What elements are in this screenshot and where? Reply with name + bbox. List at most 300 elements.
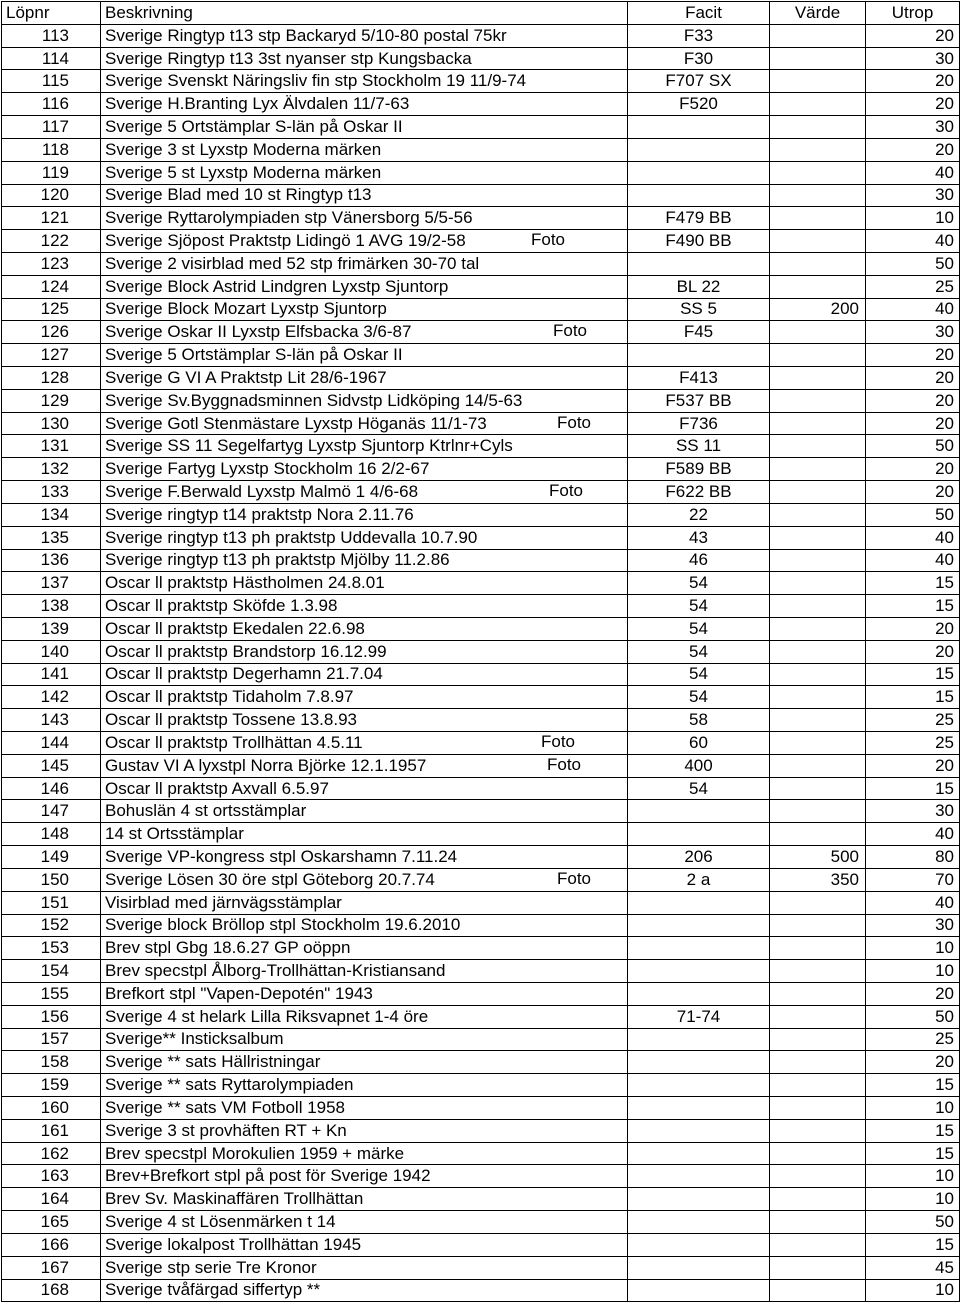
lot-varde: [770, 960, 866, 983]
lot-utrop: 15: [866, 686, 960, 709]
lot-number: 152: [2, 914, 101, 937]
lot-number: 166: [2, 1233, 101, 1256]
lot-description: [101, 937, 628, 960]
lot-description: [101, 777, 628, 800]
lot-utrop: 40: [866, 823, 960, 846]
table-row: [2, 754, 960, 777]
lot-facit: [628, 184, 770, 207]
lot-description-text: Brev specstpl Morokulien 1959 + märke: [105, 1143, 405, 1163]
lot-utrop: 20: [866, 640, 960, 663]
lot-utrop: 25: [866, 709, 960, 732]
lot-number: 118: [2, 138, 101, 161]
lot-varde: 200: [770, 298, 866, 321]
lot-description: [101, 868, 628, 891]
table-row: [2, 1005, 960, 1028]
lot-facit: [628, 1119, 770, 1142]
lot-utrop: 40: [866, 891, 960, 914]
lot-description: [101, 458, 628, 481]
table-row: [2, 663, 960, 686]
lot-description-text: Sverige 5 st Lyxstp Moderna märken: [105, 162, 382, 182]
lot-description-text: Sverige G VI A Praktstp Lit 28/6-1967: [105, 367, 387, 387]
lot-varde: [770, 640, 866, 663]
table-row: [2, 572, 960, 595]
lot-description-text: 14 st Ortsstämplar: [105, 824, 244, 844]
lot-foto-note: Foto: [547, 754, 582, 774]
table-row: [2, 800, 960, 823]
lot-description: [101, 891, 628, 914]
lot-utrop: 30: [866, 47, 960, 70]
lot-varde: [770, 389, 866, 412]
table-row: [2, 914, 960, 937]
table-row: [2, 1256, 960, 1279]
lot-varde: [770, 24, 866, 47]
lot-number: 138: [2, 595, 101, 618]
table-row: [2, 116, 960, 139]
lot-description-text: Sverige 4 st helark Lilla Riksvapnet 1-4 öre: [105, 1006, 429, 1026]
lot-facit: [628, 252, 770, 275]
lot-facit: [628, 161, 770, 184]
lot-description-text: Sverige lokalpost Trollhättan 1945: [105, 1234, 362, 1254]
lot-facit: [628, 823, 770, 846]
lot-varde: [770, 1165, 866, 1188]
lot-description: [101, 1097, 628, 1120]
table-row: [2, 617, 960, 640]
lot-varde: [770, 458, 866, 481]
lot-description-text: Gustav VI A lyxstpl Norra Björke 12.1.1957: [105, 755, 427, 775]
lot-varde: [770, 207, 866, 230]
lot-number: 145: [2, 754, 101, 777]
lot-facit: 58: [628, 709, 770, 732]
lot-description: [101, 93, 628, 116]
lot-foto-note: Foto: [553, 321, 588, 341]
lot-facit: 43: [628, 526, 770, 549]
lot-number: 142: [2, 686, 101, 709]
table-row: [2, 891, 960, 914]
lot-description-text: Sverige 5 Ortstämplar S-län på Oskar II: [105, 116, 403, 136]
lot-varde: 350: [770, 868, 866, 891]
lot-varde: [770, 503, 866, 526]
lot-facit: F537 BB: [628, 389, 770, 412]
lot-description: [101, 184, 628, 207]
lot-description-text: Brev Sv. Maskinaffären Trollhättan: [105, 1189, 364, 1209]
lot-varde: [770, 823, 866, 846]
lot-description: [101, 344, 628, 367]
lot-description-text: Sverige 5 Ortstämplar S-län på Oskar II: [105, 345, 403, 365]
lot-number: 146: [2, 777, 101, 800]
table-row: [2, 503, 960, 526]
lot-utrop: 50: [866, 503, 960, 526]
lot-varde: [770, 321, 866, 344]
lot-description-text: Oscar ll praktstp Sköfde 1.3.98: [105, 596, 338, 616]
lot-foto-note: Foto: [557, 868, 592, 888]
lot-utrop: 20: [866, 982, 960, 1005]
lot-description: [101, 1051, 628, 1074]
table-row: [2, 412, 960, 435]
lot-description-text: Sverige Blad med 10 st Ringtyp t13: [105, 185, 372, 205]
lot-utrop: 80: [866, 846, 960, 869]
lot-description-text: Sverige ringtyp t14 praktstp Nora 2.11.76: [105, 504, 414, 524]
table-row: [2, 458, 960, 481]
lot-number: 114: [2, 47, 101, 70]
lot-description: [101, 1165, 628, 1188]
lot-facit: [628, 116, 770, 139]
lot-varde: [770, 1074, 866, 1097]
lot-description: [101, 412, 628, 435]
lot-facit: F520: [628, 93, 770, 116]
lot-facit: F479 BB: [628, 207, 770, 230]
lot-description: [101, 823, 628, 846]
lot-description-text: Sverige Sjöpost Praktstp Lidingö 1 AVG 19/2-58: [105, 231, 466, 251]
lot-facit: [628, 1233, 770, 1256]
lot-varde: [770, 1097, 866, 1120]
table-row: [2, 982, 960, 1005]
lot-description-text: Sverige ringtyp t13 ph praktstp Uddevalla 10.7.90: [105, 527, 478, 547]
lot-description: [101, 982, 628, 1005]
lot-description-text: Sverige Fartyg Lyxstp Stockholm 16 2/2-67: [105, 459, 430, 479]
lot-utrop: 15: [866, 572, 960, 595]
lot-number: 154: [2, 960, 101, 983]
lot-utrop: 30: [866, 800, 960, 823]
lot-utrop: 30: [866, 321, 960, 344]
lot-number: 144: [2, 732, 101, 755]
lot-utrop: 50: [866, 252, 960, 275]
lot-utrop: 20: [866, 412, 960, 435]
lot-facit: [628, 1142, 770, 1165]
table-row: [2, 1028, 960, 1051]
lot-description-text: Oscar ll praktstp Tidaholm 7.8.97: [105, 687, 354, 707]
auction-lot-table: [1, 1, 960, 1302]
table-row: [2, 595, 960, 618]
lot-number: 130: [2, 412, 101, 435]
lot-utrop: 10: [866, 1097, 960, 1120]
lot-description-text: Sverige ringtyp t13 ph praktstp Mjölby 11.2.86: [105, 550, 450, 570]
lot-number: 141: [2, 663, 101, 686]
lot-varde: [770, 754, 866, 777]
lot-varde: [770, 1256, 866, 1279]
lot-facit: 54: [628, 640, 770, 663]
lot-description-text: Sverige Lösen 30 öre stpl Göteborg 20.7.74: [105, 869, 435, 889]
lot-varde: [770, 709, 866, 732]
lot-utrop: 20: [866, 389, 960, 412]
lot-facit: 71-74: [628, 1005, 770, 1028]
lot-facit: [628, 1279, 770, 1302]
lot-description: [101, 47, 628, 70]
lot-facit: 54: [628, 617, 770, 640]
lot-varde: 500: [770, 846, 866, 869]
lot-utrop: 20: [866, 617, 960, 640]
lot-description-text: Sverige 2 visirblad med 52 stp frimärken 30-70 tal: [105, 253, 480, 273]
lot-number: 127: [2, 344, 101, 367]
lot-varde: [770, 617, 866, 640]
lot-utrop: 10: [866, 1188, 960, 1211]
lot-facit: [628, 1028, 770, 1051]
lot-utrop: 15: [866, 1142, 960, 1165]
lot-facit: 54: [628, 663, 770, 686]
lot-number: 153: [2, 937, 101, 960]
lot-description: [101, 503, 628, 526]
lot-facit: [628, 960, 770, 983]
lot-description: [101, 230, 628, 253]
lot-varde: [770, 47, 866, 70]
table-row: [2, 549, 960, 572]
lot-varde: [770, 1142, 866, 1165]
lot-description: [101, 252, 628, 275]
table-row: [2, 526, 960, 549]
lot-varde: [770, 1005, 866, 1028]
lot-description-text: Sverige ** sats Ryttarolympiaden: [105, 1075, 354, 1095]
lot-description-text: Sverige 3 st Lyxstp Moderna märken: [105, 139, 382, 159]
lot-description: [101, 526, 628, 549]
lot-utrop: 20: [866, 138, 960, 161]
lot-description: [101, 70, 628, 93]
lot-number: 139: [2, 617, 101, 640]
lot-description: [101, 367, 628, 390]
lot-description-text: Sverige Sv.Byggnadsminnen Sidvstp Lidköping 14/5-63: [105, 390, 523, 410]
lot-description: [101, 1005, 628, 1028]
table-row: [2, 252, 960, 275]
lot-number: 135: [2, 526, 101, 549]
lot-facit: [628, 1211, 770, 1234]
header-facit: Facit: [628, 2, 770, 25]
lot-description: [101, 1188, 628, 1211]
lot-utrop: 40: [866, 230, 960, 253]
lot-utrop: 10: [866, 937, 960, 960]
table-row: [2, 344, 960, 367]
lot-description: [101, 732, 628, 755]
lot-varde: [770, 800, 866, 823]
lot-varde: [770, 1211, 866, 1234]
lot-varde: [770, 252, 866, 275]
lot-varde: [770, 275, 866, 298]
lot-facit: 2 a: [628, 868, 770, 891]
table-row: [2, 138, 960, 161]
lot-description-text: Oscar ll praktstp Degerhamn 21.7.04: [105, 664, 383, 684]
lot-utrop: 30: [866, 184, 960, 207]
lot-description: [101, 161, 628, 184]
lot-number: 120: [2, 184, 101, 207]
lot-facit: [628, 982, 770, 1005]
lot-description: [101, 914, 628, 937]
table-row: [2, 686, 960, 709]
lot-facit: 206: [628, 846, 770, 869]
lot-facit: F413: [628, 367, 770, 390]
lot-facit: 400: [628, 754, 770, 777]
lot-facit: F33: [628, 24, 770, 47]
lot-description-text: Sverige 4 st Lösenmärken t 14: [105, 1211, 336, 1231]
table-row: [2, 1188, 960, 1211]
lot-description: [101, 800, 628, 823]
lot-number: 121: [2, 207, 101, 230]
table-row: [2, 161, 960, 184]
lot-varde: [770, 116, 866, 139]
lot-description: [101, 389, 628, 412]
lot-number: 151: [2, 891, 101, 914]
lot-facit: BL 22: [628, 275, 770, 298]
lot-facit: F45: [628, 321, 770, 344]
lot-description-text: Sverige Ryttarolympiaden stp Vänersborg 5/5-56: [105, 208, 473, 228]
table-row: [2, 1233, 960, 1256]
table-row: [2, 275, 960, 298]
lot-varde: [770, 435, 866, 458]
table-row: [2, 93, 960, 116]
lot-varde: [770, 161, 866, 184]
lot-description: [101, 549, 628, 572]
lot-utrop: 20: [866, 367, 960, 390]
lot-varde: [770, 184, 866, 207]
lot-description-text: Oscar ll praktstp Tossene 13.8.93: [105, 710, 357, 730]
lot-utrop: 25: [866, 275, 960, 298]
lot-varde: [770, 777, 866, 800]
lot-varde: [770, 663, 866, 686]
lot-number: 125: [2, 298, 101, 321]
lot-utrop: 20: [866, 1051, 960, 1074]
table-row: [2, 640, 960, 663]
lot-description: [101, 481, 628, 504]
lot-facit: 54: [628, 572, 770, 595]
lot-varde: [770, 526, 866, 549]
lot-varde: [770, 230, 866, 253]
lot-utrop: 20: [866, 754, 960, 777]
lot-facit: [628, 800, 770, 823]
table-row: [2, 1165, 960, 1188]
lot-varde: [770, 367, 866, 390]
lot-description: [101, 298, 628, 321]
lot-description: [101, 754, 628, 777]
lot-description-text: Sverige Block Astrid Lindgren Lyxstp Sjuntorp: [105, 276, 449, 296]
lot-description-text: Oscar ll praktstp Hästholmen 24.8.01: [105, 573, 385, 593]
lot-varde: [770, 70, 866, 93]
lot-description: [101, 686, 628, 709]
lot-facit: F30: [628, 47, 770, 70]
lot-utrop: 40: [866, 298, 960, 321]
lot-description: [101, 321, 628, 344]
lot-utrop: 10: [866, 960, 960, 983]
table-row: [2, 1211, 960, 1234]
lot-description-text: Sverige Svenskt Näringsliv fin stp Stockholm 19 11/9-74: [105, 71, 527, 91]
table-row: [2, 777, 960, 800]
lot-utrop: 70: [866, 868, 960, 891]
lot-varde: [770, 1051, 866, 1074]
table-row: [2, 960, 960, 983]
lot-facit: [628, 914, 770, 937]
lot-utrop: 50: [866, 435, 960, 458]
lot-description: [101, 663, 628, 686]
lot-number: 126: [2, 321, 101, 344]
lot-description-text: Sverige tvåfärgad siffertyp **: [105, 1280, 321, 1300]
lot-varde: [770, 572, 866, 595]
lot-number: 116: [2, 93, 101, 116]
lot-description: [101, 207, 628, 230]
lot-facit: [628, 937, 770, 960]
lot-utrop: 50: [866, 1005, 960, 1028]
lot-description-text: Sverige SS 11 Segelfartyg Lyxstp Sjuntorp Ktrlnr+Cyls: [105, 436, 513, 456]
table-row: [2, 1142, 960, 1165]
lot-description-text: Sverige Ringtyp t13 3st nyanser stp Kungsbacka: [105, 48, 472, 68]
lot-facit: [628, 891, 770, 914]
table-row: [2, 70, 960, 93]
table-row: [2, 1097, 960, 1120]
lot-facit: [628, 1188, 770, 1211]
lot-foto-note: Foto: [541, 732, 576, 751]
table-row: [2, 1279, 960, 1302]
lot-utrop: 40: [866, 549, 960, 572]
lot-description-text: Oscar ll praktstp Axvall 6.5.97: [105, 778, 329, 798]
lot-utrop: 20: [866, 458, 960, 481]
lot-utrop: 15: [866, 1074, 960, 1097]
lot-description: [101, 572, 628, 595]
lot-description: [101, 709, 628, 732]
lot-utrop: 30: [866, 116, 960, 139]
lot-foto-note: Foto: [531, 230, 566, 250]
lot-number: 150: [2, 868, 101, 891]
lot-varde: [770, 914, 866, 937]
lot-varde: [770, 1233, 866, 1256]
lot-description-text: Brev specstpl Ålborg-Trollhättan-Kristiansand: [105, 961, 446, 981]
lot-number: 167: [2, 1256, 101, 1279]
lot-utrop: 10: [866, 1279, 960, 1302]
table-row: [2, 24, 960, 47]
lot-description: [101, 1256, 628, 1279]
lot-utrop: 20: [866, 344, 960, 367]
lot-description: [101, 275, 628, 298]
table-row: [2, 389, 960, 412]
lot-description: [101, 1142, 628, 1165]
lot-number: 165: [2, 1211, 101, 1234]
lot-varde: [770, 549, 866, 572]
lot-description: [101, 1119, 628, 1142]
lot-utrop: 20: [866, 24, 960, 47]
lot-varde: [770, 732, 866, 755]
lot-number: 128: [2, 367, 101, 390]
lot-utrop: 20: [866, 481, 960, 504]
lot-description: [101, 617, 628, 640]
lot-varde: [770, 93, 866, 116]
table-row: [2, 435, 960, 458]
lot-number: 155: [2, 982, 101, 1005]
table-row: [2, 481, 960, 504]
table-row: [2, 868, 960, 891]
lot-facit: [628, 344, 770, 367]
lot-description-text: Sverige F.Berwald Lyxstp Malmö 1 4/6-68: [105, 481, 419, 501]
lot-number: 148: [2, 823, 101, 846]
lot-facit: [628, 1074, 770, 1097]
lot-description-text: Oscar ll praktstp Trollhättan 4.5.11: [105, 732, 363, 752]
header-varde: Värde: [770, 2, 866, 25]
lot-facit: F490 BB: [628, 230, 770, 253]
lot-number: 133: [2, 481, 101, 504]
lot-description: [101, 960, 628, 983]
lot-number: 137: [2, 572, 101, 595]
lot-description-text: Oscar ll praktstp Brandstorp 16.12.99: [105, 641, 387, 661]
lot-utrop: 15: [866, 595, 960, 618]
lot-utrop: 15: [866, 777, 960, 800]
table-row: [2, 207, 960, 230]
table-row: [2, 184, 960, 207]
lot-facit: F589 BB: [628, 458, 770, 481]
lot-description-text: Sverige 3 st provhäften RT + Kn: [105, 1120, 347, 1140]
lot-varde: [770, 1028, 866, 1051]
lot-facit: F736: [628, 412, 770, 435]
lot-description-text: Sverige ** sats Hällristningar: [105, 1052, 321, 1072]
lot-varde: [770, 1188, 866, 1211]
lot-number: 119: [2, 161, 101, 184]
lot-description-text: Oscar ll praktstp Ekedalen 22.6.98: [105, 618, 365, 638]
lot-description-text: Sverige Gotl Stenmästare Lyxstp Höganäs 11/1-73: [105, 413, 487, 433]
lot-facit: 54: [628, 686, 770, 709]
lot-description-text: Visirblad med järnvägsstämplar: [105, 892, 342, 912]
header-lopnr: Löpnr: [2, 2, 101, 25]
lot-description: [101, 640, 628, 663]
